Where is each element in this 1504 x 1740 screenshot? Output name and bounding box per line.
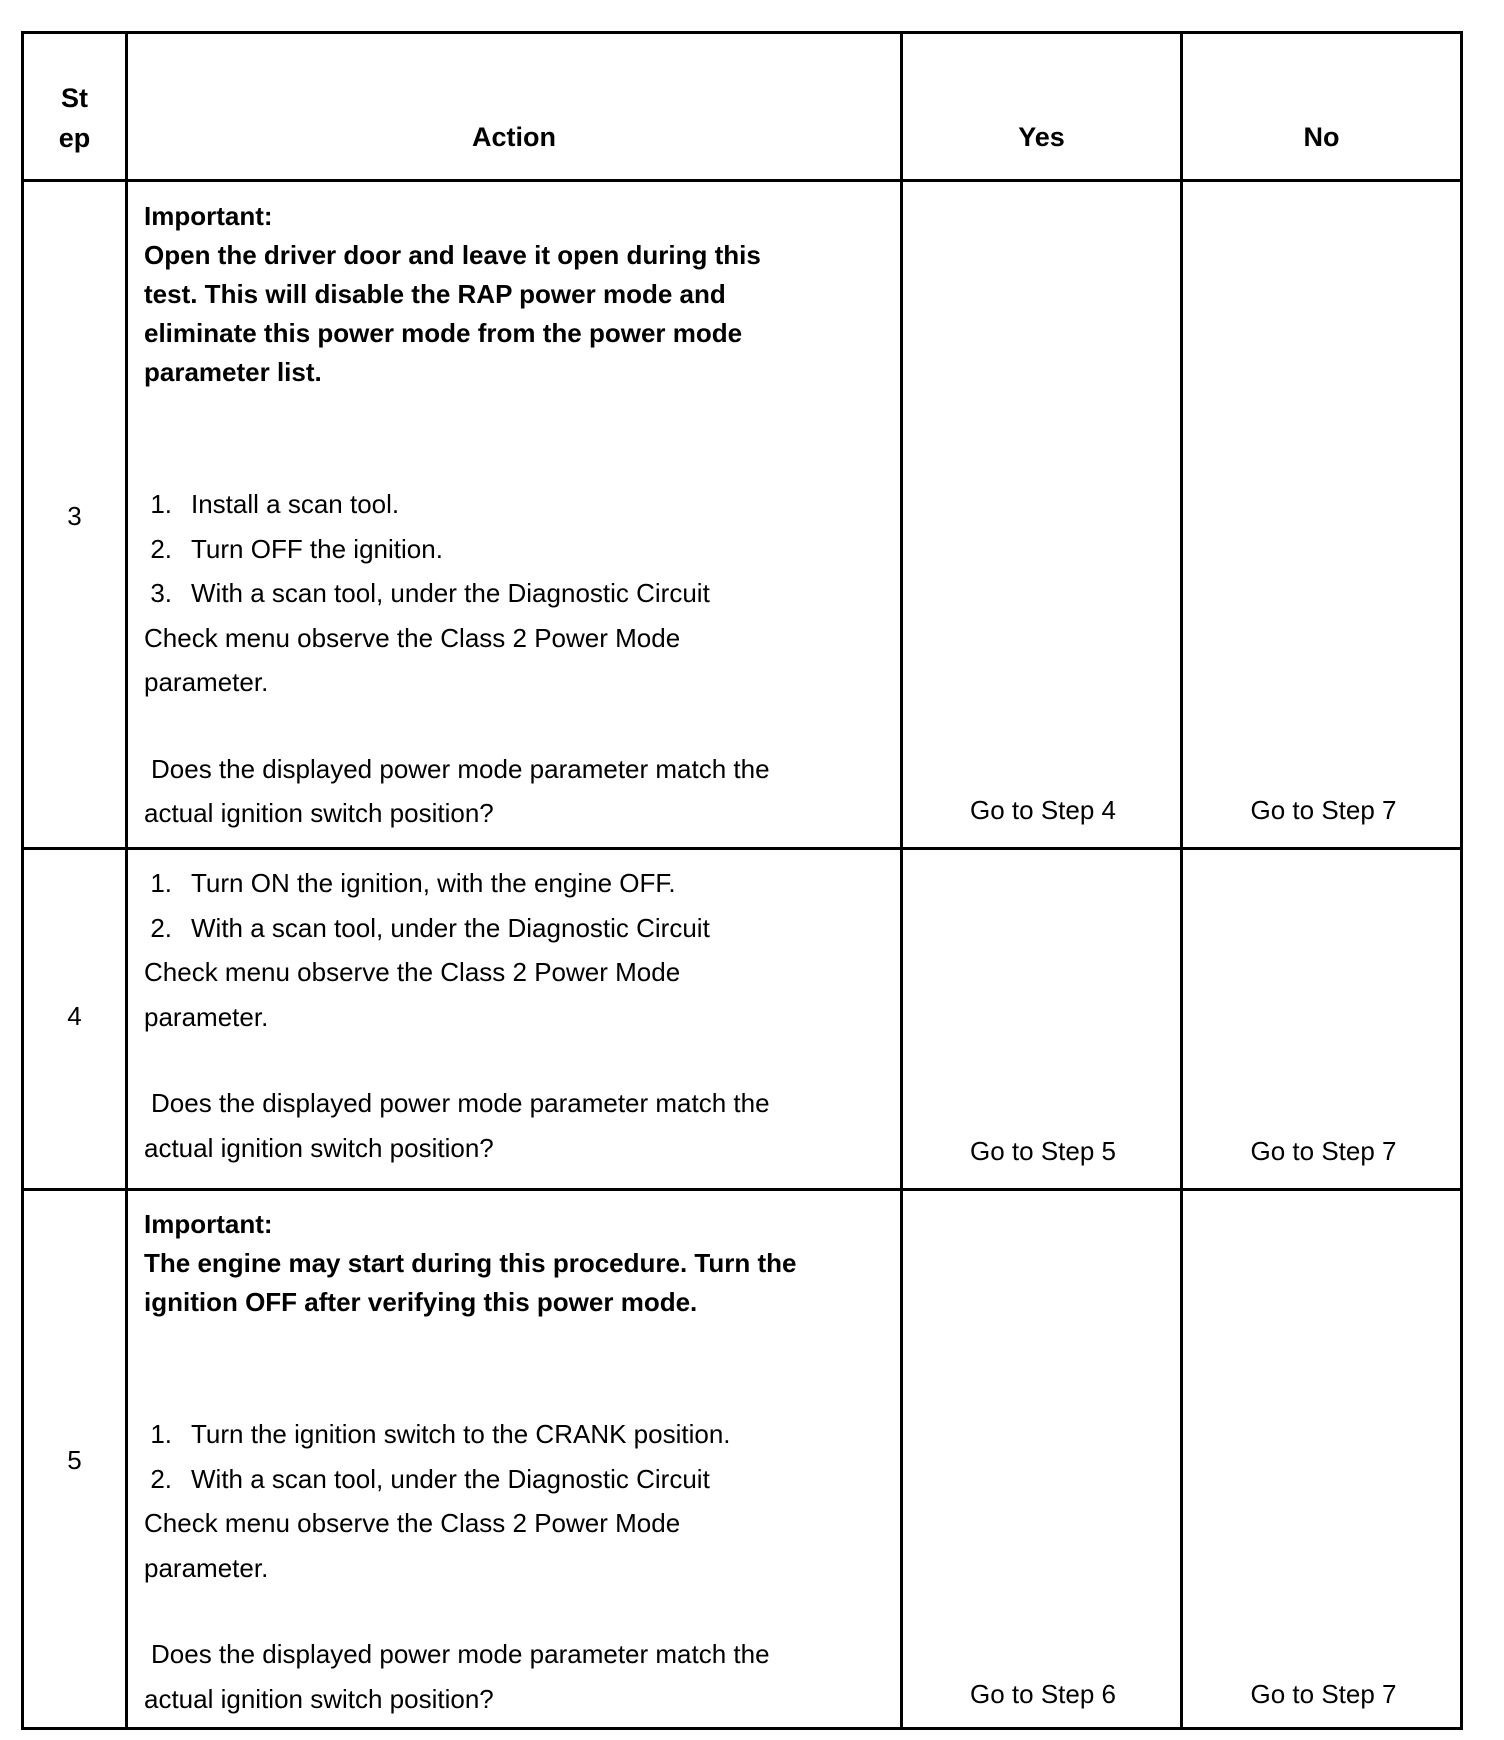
step-number: 4 [67, 1001, 82, 1031]
yes-result: Go to Step 4 [970, 795, 1116, 825]
header-step-line2: ep [58, 123, 91, 153]
list-item [144, 1412, 904, 1457]
continuation-line: parameter. [144, 1001, 269, 1032]
important-line: ignition OFF after verifying this power mode. [144, 1287, 698, 1317]
list-item-number: 2. [150, 1463, 172, 1494]
step-number: 3 [67, 501, 82, 531]
list-item-text: Turn the ignition switch to the CRANK position. [191, 1419, 731, 1449]
list-item-number: 3. [150, 578, 172, 608]
question-line: actual ignition switch position? [144, 1683, 494, 1714]
continuation-line: parameter. [144, 1552, 269, 1583]
step-number: 5 [67, 1445, 82, 1475]
header-action: Action [472, 122, 556, 152]
no-result: Go to Step 7 [1250, 795, 1397, 825]
continuation-line: parameter. [144, 667, 269, 697]
list-item-number: 1. [150, 1419, 172, 1449]
yes-result: Go to Step 5 [970, 1136, 1116, 1166]
important-line: The engine may start during this procedure. Turn the [144, 1248, 797, 1278]
question-line: actual ignition switch position? [144, 1132, 494, 1163]
list-item-text: Turn ON the ignition, with the engine OFF. [191, 868, 676, 898]
no-result: Go to Step 7 [1250, 1136, 1397, 1166]
continuation-line: Check menu observe the Class 2 Power Mode [144, 1508, 681, 1538]
column-divider [1180, 34, 1183, 1727]
action-cell [144, 861, 904, 1170]
column-divider [125, 34, 128, 1727]
header-step-line1: St [61, 83, 88, 113]
list-item [144, 906, 904, 951]
continuation-line: Check menu observe the Class 2 Power Mode [144, 957, 681, 987]
header-yes: Yes [1018, 122, 1065, 152]
list-item-number: 2. [150, 533, 172, 564]
important-label: Important: [144, 201, 273, 231]
diagnostic-table [21, 31, 1463, 1730]
question-line: actual ignition switch position? [144, 798, 494, 828]
important-line: Open the driver door and leave it open during this [144, 240, 761, 270]
list-item-number: 1. [150, 489, 172, 519]
header-no: No [1303, 122, 1340, 152]
list-item [144, 861, 904, 906]
action-cell [144, 1205, 904, 1721]
continuation-line: Check menu observe the Class 2 Power Mode [144, 622, 681, 653]
action-cell [144, 197, 904, 836]
question-line: Does the displayed power mode parameter match the [151, 1088, 770, 1118]
important-line: parameter list. [144, 357, 322, 387]
important-line: eliminate this power mode from the power mode [144, 318, 743, 348]
header-step [24, 78, 125, 158]
row-divider [24, 847, 1460, 850]
list-item [144, 527, 904, 572]
list-item-text: With a scan tool, under the Diagnostic Circuit [191, 912, 710, 943]
list-item [144, 482, 904, 527]
list-item-text: With a scan tool, under the Diagnostic Circuit [191, 578, 710, 608]
yes-result: Go to Step 6 [970, 1679, 1116, 1709]
list-item-text: With a scan tool, under the Diagnostic Circuit [191, 1463, 710, 1494]
important-label: Important: [144, 1209, 273, 1239]
list-item-number: 2. [150, 912, 172, 943]
row-divider [24, 179, 1460, 182]
list-item-number: 1. [150, 868, 172, 898]
list-item-text: Turn OFF the ignition. [191, 533, 443, 564]
question-line: Does the displayed power mode parameter match the [151, 1639, 770, 1669]
question-line: Does the displayed power mode parameter match the [151, 753, 770, 784]
list-item [144, 1457, 904, 1502]
list-item [144, 571, 904, 616]
important-line: test. This will disable the RAP power mode and [144, 279, 726, 309]
row-divider [24, 1188, 1460, 1191]
no-result: Go to Step 7 [1250, 1679, 1397, 1709]
list-item-text: Install a scan tool. [191, 489, 400, 519]
